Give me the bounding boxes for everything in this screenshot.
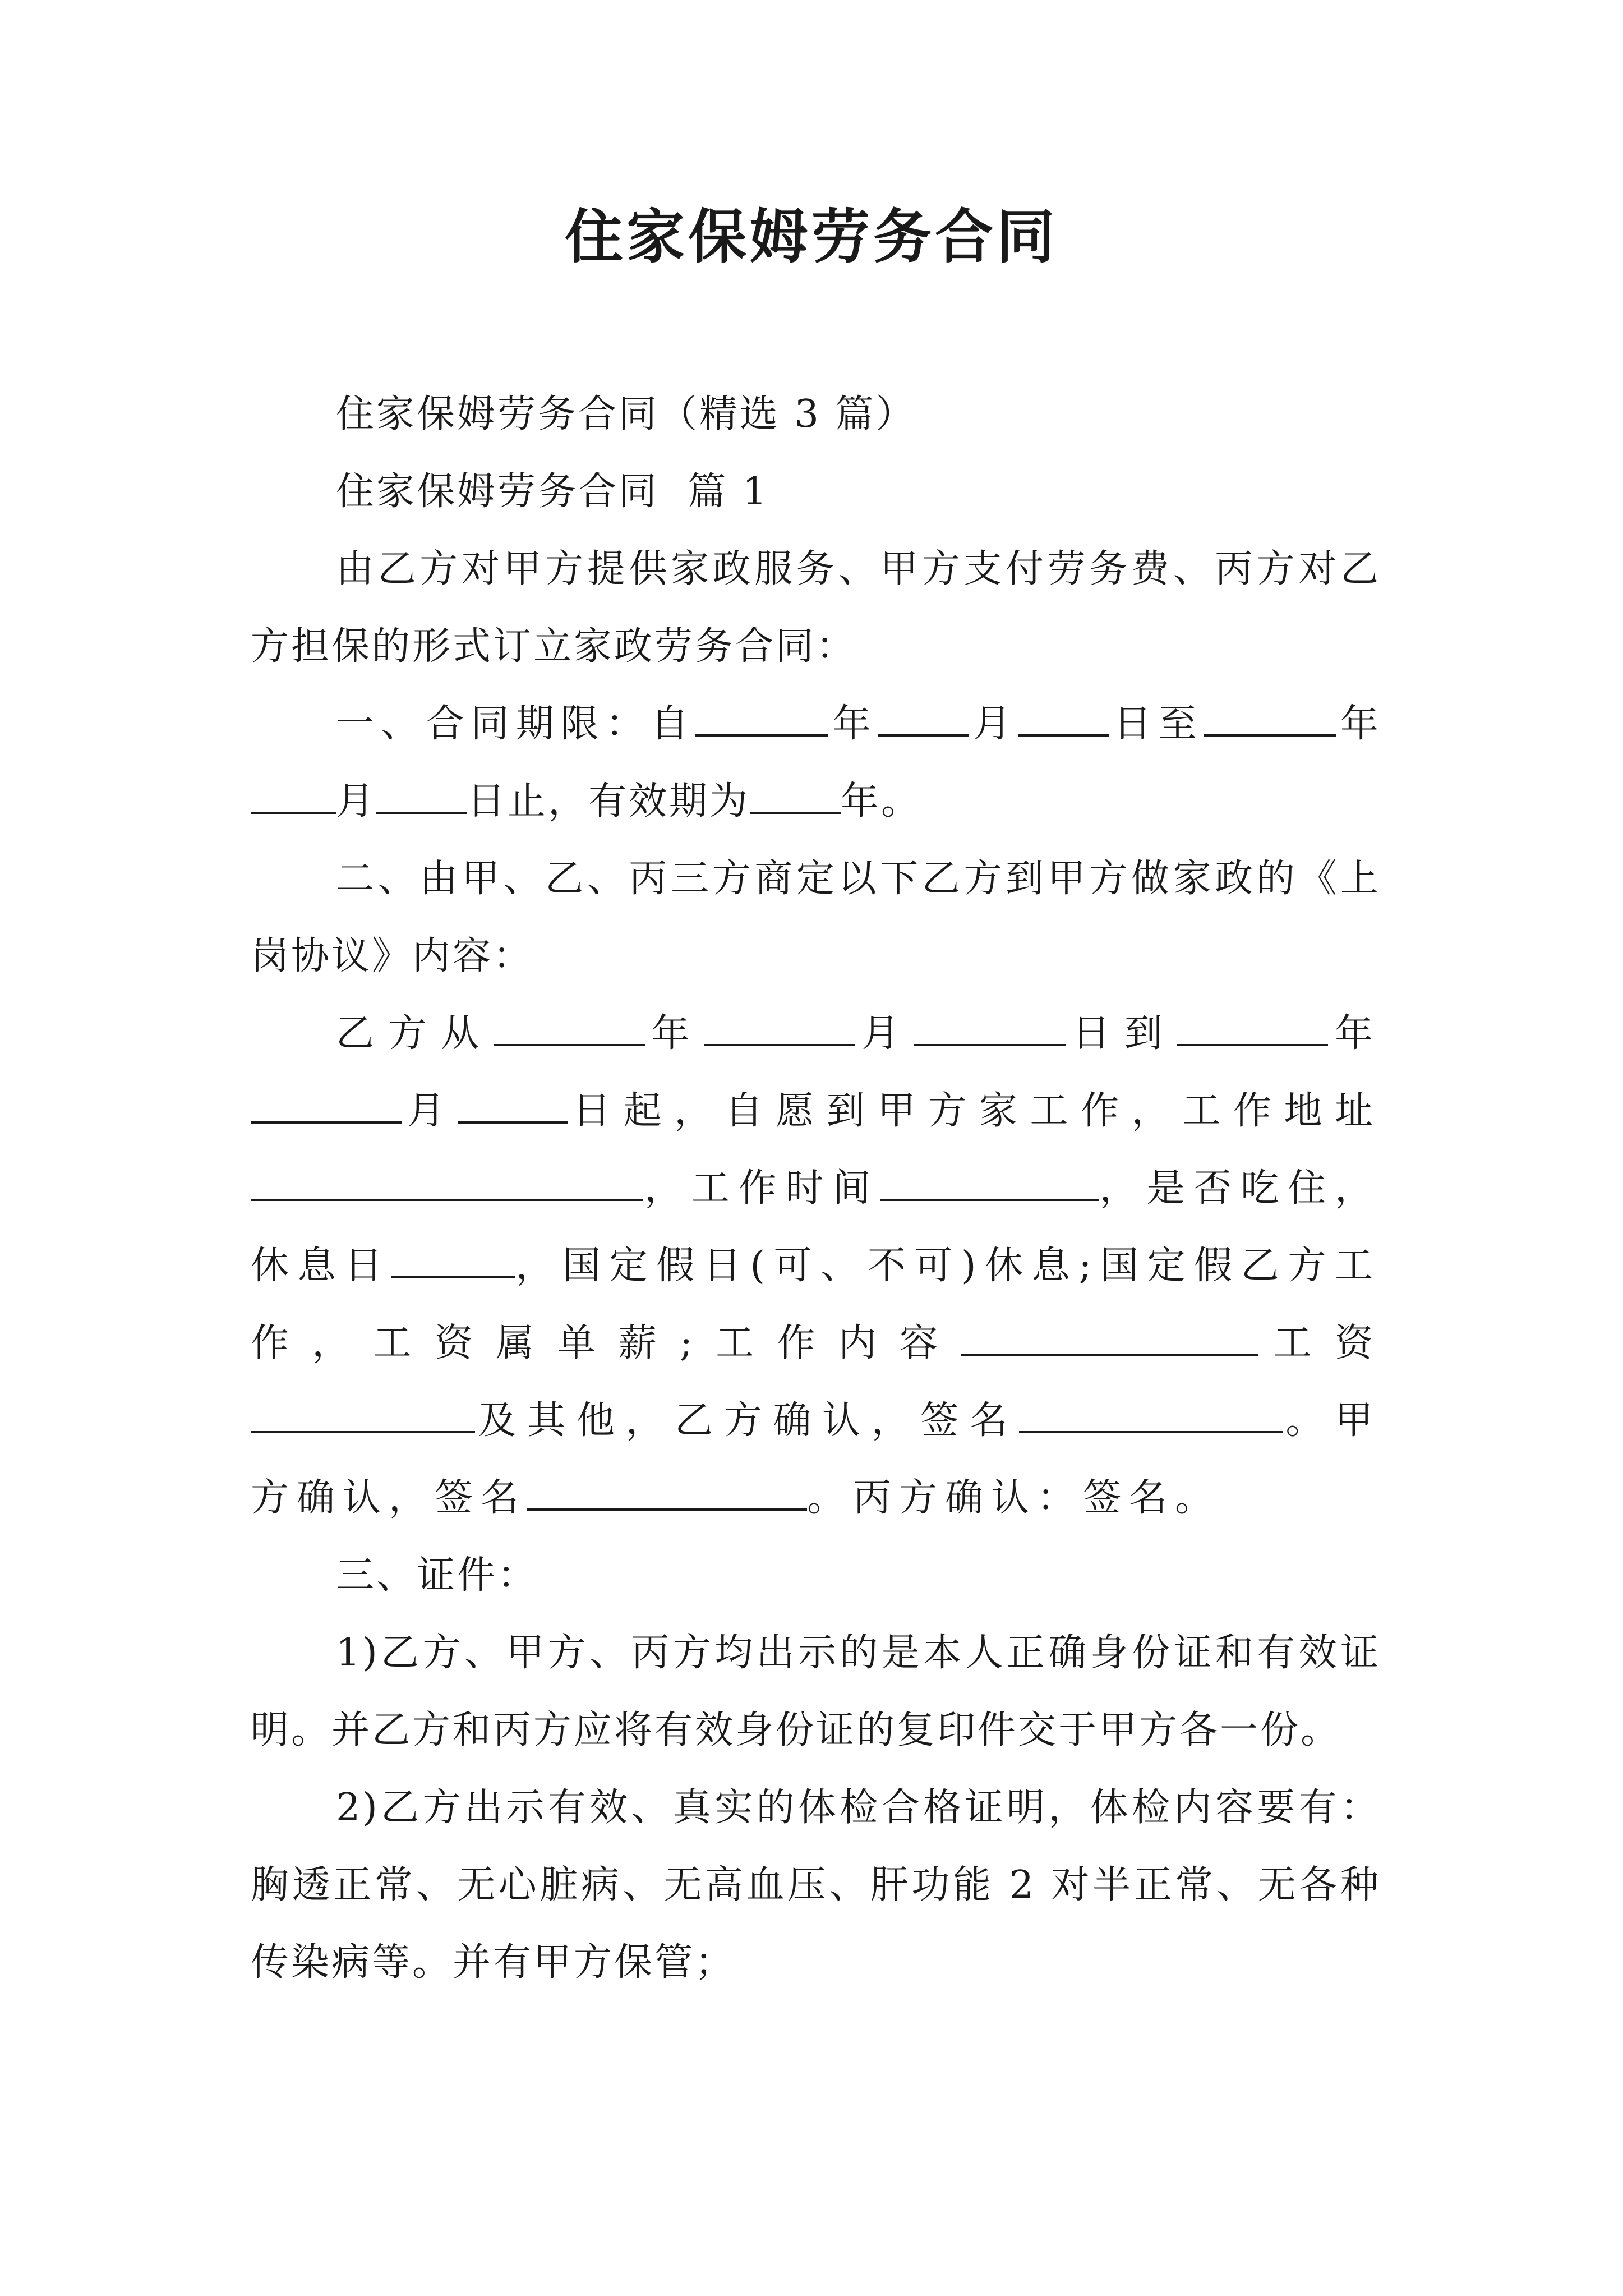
blank-agreement-start-month [704,1013,855,1046]
blank-agreement-end-year [1177,1013,1328,1046]
clause1-day-end: 日止，有效期为 [467,779,750,823]
blank-agreement-end-month [251,1090,402,1124]
blank-work-address [251,1167,643,1201]
agreement-details [251,995,1381,1537]
blank-work-time [880,1167,1099,1201]
blank-agreement-end-day [458,1090,568,1124]
agreement-month1: 月 [855,1011,914,1056]
clause1-month1: 月 [968,702,1018,746]
agreement-month2: 月 [402,1089,458,1133]
clause1-month2: 月 [336,779,377,823]
document-title: 住家保姆劳务合同 [564,202,1058,271]
agreement-holiday: ，国定假日(可、不可)休息;国定假乙方工作，工资属单薪;工作内容 [251,1244,1381,1365]
blank-agreement-start-day [914,1013,1066,1046]
agreement-meals: ，是否吃住，休息日 [251,1166,1381,1288]
blank-end-month [251,780,336,814]
clause-documents: 三、证件： [336,1553,538,1598]
blank-end-year [1204,703,1336,737]
document-subtitle: 住家保姆劳务合同（精选 3 篇） [336,392,916,436]
document-body [251,376,1381,2001]
documents-item-2: 2)乙方出示有效、真实的体检合格证明，体检内容要有：胸透正常、无心脏病、无高血压、肝功能 2 对半正常、无各种传染病等。并有甲方保管； [251,1786,1381,1985]
blank-party-a-signature [527,1477,807,1511]
clause1-day-to: 日至 [1109,702,1204,746]
clause-agreement-intro: 二、由甲、乙、丙三方商定以下乙方到甲方做家政的《上岗协议》内容： [251,857,1381,978]
agreement-year2: 年 [1328,1011,1381,1056]
intro-paragraph: 由乙方对甲方提供家政服务、甲方支付劳务费、丙方对乙方担保的形式订立家政劳务合同： [251,547,1381,669]
blank-work-content [961,1322,1258,1356]
clause-contract-term [251,685,1381,840]
agreement-party-c: 。丙方确认：签名。 [807,1476,1221,1520]
blank-rest-day [391,1245,515,1278]
blank-end-day [376,780,467,814]
agreement-work-time: ，工作时间 [643,1166,880,1211]
blank-party-b-signature [1019,1400,1283,1433]
documents-item-1: 1)乙方、甲方、丙方均出示的是本人正确身份证和有效证明。并乙方和丙方应将有效身份证的复印件交于甲方各一份。 [251,1631,1381,1752]
blank-valid-years [750,780,841,814]
agreement-party-a: 。甲方确认，签名 [251,1398,1381,1520]
blank-start-month [878,703,969,737]
agreement-day-to: 日到 [1065,1011,1177,1056]
blank-wage [251,1400,475,1433]
blank-start-day [1018,703,1109,737]
blank-agreement-start-year [494,1013,645,1046]
section-heading: 住家保姆劳务合同 篇 1 [336,470,769,514]
agreement-from: 乙方从 [336,1011,494,1056]
blank-start-year [695,703,828,737]
agreement-wage: 工资 [1258,1321,1381,1365]
clause1-year1: 年 [828,702,878,746]
clause1-lead: 一、合同期限：自 [336,702,696,746]
agreement-start: 日起，自愿到甲方家工作，工作地址 [568,1089,1381,1133]
agreement-year1: 年 [644,1011,704,1056]
clause1-years: 年。 [841,779,922,823]
agreement-other: 及其他，乙方确认，签名 [475,1398,1019,1443]
clause1-year2: 年 [1335,702,1381,746]
